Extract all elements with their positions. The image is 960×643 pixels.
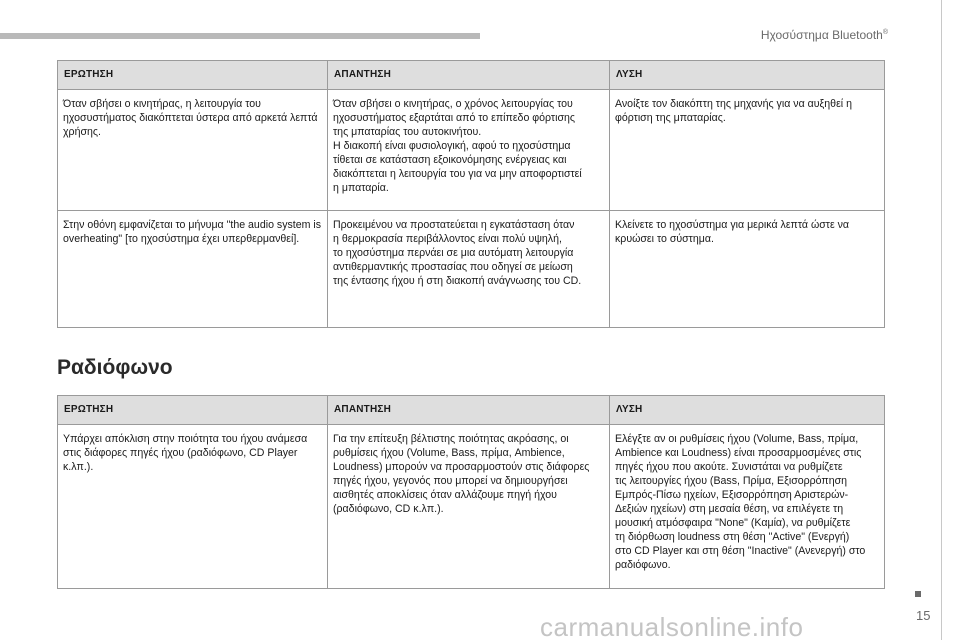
answer-cell: Όταν σβήσει ο κινητήρας, ο χρόνος λειτουργίας του ηχοσυστήματος εξαρτάται από το επίπεδο φόρτισης της μπαταρίας του αυτοκινήτου. Η διακοπή είναι φυσιολογική, αφού το ηχοσύστημα τίθεται σε κατάσταση εξοικονόμησης ενέργειας και διακόπτεται η λειτουργία του για να μην αποφορτιστεί η μπαταρία. bbox=[328, 90, 610, 211]
page-number: 15 bbox=[916, 608, 931, 623]
table-row bbox=[58, 425, 885, 589]
question-cell: Όταν σβήσει ο κινητήρας, η λειτουργία του ηχοσυστήματος διακόπτεται ύστερα από αρκετά λεπτά χρήσης. bbox=[58, 90, 328, 211]
page-marker bbox=[915, 591, 921, 597]
faq-table-radio bbox=[57, 395, 885, 589]
column-header-solution: ΛΥΣΗ bbox=[610, 396, 885, 425]
question-cell: Υπάρχει απόκλιση στην ποιότητα του ήχου ανάμεσα στις διάφορες πηγές ήχου (ραδιόφωνο, CD Player κ.λπ.). bbox=[58, 425, 328, 589]
registered-mark: ® bbox=[882, 29, 888, 36]
section-title-text: Ηχοσύστημα Bluetooth bbox=[760, 28, 883, 42]
answer-cell: Για την επίτευξη βέλτιστης ποιότητας ακρόασης, οι ρυθμίσεις ήχου (Volume, Bass, πρίμα, Ambience, Loudness) μπορούν να προσαρμοστούν στις διάφορες πηγές ήχου, γεγονός που μπορεί να δημιουργήσει αισθητές αποκλίσεις όταν αλλάζουμε πηγή ήχου (ραδιόφωνο, CD κ.λπ.). bbox=[328, 425, 610, 589]
section-heading-radio: Ραδιόφωνο bbox=[57, 356, 173, 379]
header-bar bbox=[0, 33, 480, 39]
table-row bbox=[58, 90, 885, 211]
table-row bbox=[58, 211, 885, 328]
faq-table-audio bbox=[57, 60, 885, 328]
right-margin-rule bbox=[941, 0, 942, 640]
solution-cell: Ελέγξτε αν οι ρυθμίσεις ήχου (Volume, Bass, πρίμα, Ambience και Loudness) είναι προσαρμοσμένες στις πηγές ήχου που ακούτε. Συνιστάται να ρυθμίζετε τις λειτουργίες ήχου (Bass, Πρίμα, Εξισορρόπηση Εμπρός-Πίσω ηχείων, Εξισορρόπηση Αριστερών- Δεξιών ηχείων) στη μεσαία θέση, να επιλέγετε τη μουσική ατμόσφαιρα "None" (Καμία), να ρυθμίζετε τη διόρθωση loudness στη θέση "Active" (Ενεργή) στο CD Player και στη θέση "Inactive" (Ανενεργή) στο ραδιόφωνο. bbox=[610, 425, 885, 589]
answer-cell: Προκειμένου να προστατεύεται η εγκατάσταση όταν η θερμοκρασία περιβάλλοντος είναι πολύ υψηλή, το ηχοσύστημα περνάει σε μια αυτόματη λειτουργία αντιθερμαντικής προστασίας που οδηγεί σε μείωση της έντασης ήχου ή στη διακοπή ανάγνωσης του CD. bbox=[328, 211, 610, 328]
table-header-row bbox=[58, 61, 885, 90]
solution-cell: Κλείνετε το ηχοσύστημα για μερικά λεπτά ώστε να κρυώσει το σύστημα. bbox=[610, 211, 885, 328]
section-title bbox=[761, 28, 888, 42]
column-header-answer: ΑΠΑΝΤΗΣΗ bbox=[328, 61, 610, 90]
column-header-answer: ΑΠΑΝΤΗΣΗ bbox=[328, 396, 610, 425]
column-header-solution: ΛΥΣΗ bbox=[610, 61, 885, 90]
question-cell: Στην οθόνη εμφανίζεται το μήνυμα "the audio system is overheating" [το ηχοσύστημα έχει υπερθερμανθεί]. bbox=[58, 211, 328, 328]
solution-cell: Ανοίξτε τον διακόπτη της μηχανής για να αυξηθεί η φόρτιση της μπαταρίας. bbox=[610, 90, 885, 211]
watermark: carmanualsonline.info bbox=[540, 612, 804, 642]
column-header-question: ΕΡΩΤΗΣΗ bbox=[58, 61, 328, 90]
column-header-question: ΕΡΩΤΗΣΗ bbox=[58, 396, 328, 425]
table-header-row bbox=[58, 396, 885, 425]
